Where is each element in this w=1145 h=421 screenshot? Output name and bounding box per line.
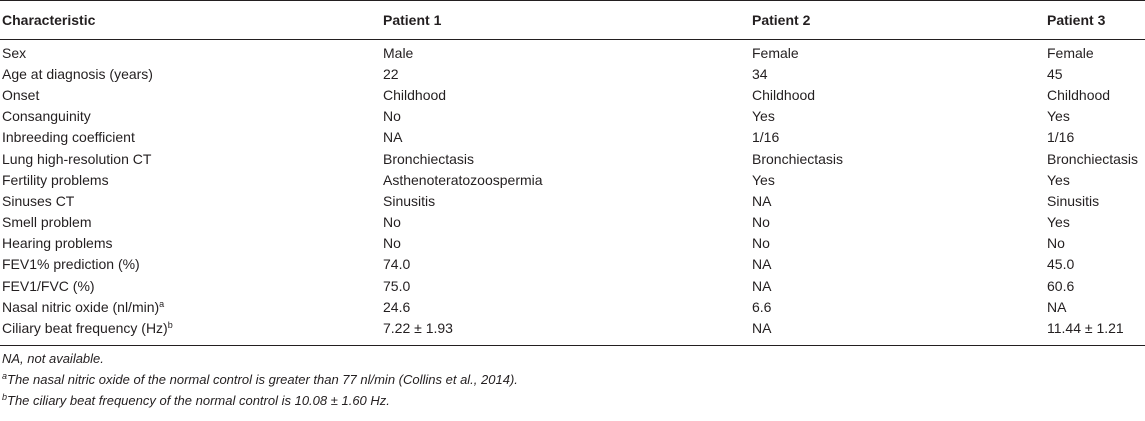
cell-patient-3: Yes — [1047, 108, 1070, 125]
cell-patient-2: NA — [752, 256, 772, 273]
row-label: Smell problem — [2, 214, 92, 231]
row-label-cell — [0, 233, 381, 254]
row-label-cell — [0, 63, 381, 84]
header-patient-3: Patient 3 — [1045, 1, 1145, 40]
row-label-cell — [0, 106, 381, 127]
cell-patient-2: No — [752, 214, 770, 231]
cell-patient-2: Female — [752, 44, 799, 61]
table-row — [0, 296, 1145, 317]
cell-patient-1: 75.0 — [383, 277, 411, 294]
cell-patient-3: Female — [1047, 44, 1094, 61]
cell-patient-1: 22 — [383, 65, 399, 82]
table-row — [0, 190, 1145, 211]
cell-patient-2: 1/16 — [752, 129, 780, 146]
footnote-marker: b — [167, 320, 173, 331]
footnote-na-text: NA, not available. — [2, 351, 104, 366]
row-label-cell — [0, 190, 381, 211]
cell-patient-3: NA — [1047, 298, 1067, 315]
row-label-cell — [0, 275, 381, 296]
cell-patient-1: Male — [383, 44, 414, 61]
table-row — [0, 127, 1145, 148]
table-row — [0, 63, 1145, 84]
footnote-na — [2, 348, 518, 369]
cell-patient-1: No — [383, 235, 401, 252]
cell-patient-1: 7.22 ± 1.93 — [381, 317, 750, 345]
row-label-cell — [0, 84, 381, 105]
row-label: Fertility problems — [2, 171, 109, 188]
footnote-b-marker: b — [2, 392, 8, 402]
row-label-cell — [0, 169, 381, 190]
table-row — [0, 254, 1145, 275]
cell-patient-3: Sinusitis — [1047, 192, 1100, 209]
row-label: Ciliary beat frequency (Hz) — [2, 320, 168, 337]
row-label-cell — [0, 148, 381, 169]
header-characteristic: Characteristic — [0, 1, 381, 40]
footnote-a-text: The nasal nitric oxide of the normal control is greater than 77 nl/min (Collins et al., 2014). — [7, 372, 518, 387]
cell-patient-3: Yes — [1047, 171, 1070, 188]
row-label: Consanguinity — [2, 108, 91, 125]
table-row — [0, 84, 1145, 105]
cell-patient-2: 6.6 — [752, 298, 772, 315]
cell-patient-1: 24.6 — [383, 298, 411, 315]
cell-patient-2: Yes — [752, 108, 775, 125]
cell-patient-1: Asthenoteratozoospermia — [383, 171, 543, 188]
row-label: Lung high-resolution CT — [2, 150, 152, 167]
table-row — [0, 106, 1145, 127]
row-label-cell — [0, 254, 381, 275]
cell-patient-3: 45 — [1047, 65, 1063, 82]
table-row — [0, 317, 1145, 345]
cell-patient-3: 60.6 — [1047, 277, 1075, 294]
footnote-b — [2, 390, 518, 411]
row-label: FEV1% prediction (%) — [2, 256, 140, 273]
cell-patient-1: No — [383, 214, 401, 231]
row-label-cell — [0, 212, 381, 233]
cell-patient-1: Sinusitis — [383, 192, 436, 209]
row-label: Onset — [2, 86, 40, 103]
cell-patient-2: NA — [750, 317, 1045, 345]
header-patient-2: Patient 2 — [750, 1, 1045, 40]
cell-patient-2: Yes — [752, 171, 775, 188]
row-label: Age at diagnosis (years) — [2, 65, 153, 82]
cell-patient-3: No — [1047, 235, 1065, 252]
cell-patient-2: 34 — [752, 65, 768, 82]
row-label: Sex — [2, 44, 27, 61]
row-label: Nasal nitric oxide (nl/min) — [2, 298, 160, 315]
footnote-a-marker: a — [2, 371, 8, 381]
table-row — [0, 212, 1145, 233]
cell-patient-1: Bronchiectasis — [383, 150, 475, 167]
footnote-marker: a — [159, 298, 165, 309]
table-header — [0, 1, 1145, 40]
cell-patient-2: NA — [752, 192, 772, 209]
row-label: Sinuses CT — [2, 192, 75, 209]
footnote-a — [2, 369, 518, 390]
cell-patient-2: Bronchiectasis — [752, 150, 844, 167]
row-label-cell — [0, 127, 381, 148]
header-patient-1: Patient 1 — [381, 1, 750, 40]
row-label: FEV1/FVC (%) — [2, 277, 95, 294]
cell-patient-1: Childhood — [383, 86, 447, 103]
cell-patient-1: 74.0 — [383, 256, 411, 273]
row-label-cell — [0, 317, 381, 345]
table-row — [0, 40, 1145, 64]
table-body — [0, 40, 1145, 346]
table-footnotes — [2, 348, 518, 411]
table-row — [0, 275, 1145, 296]
cell-patient-3: Yes — [1047, 214, 1070, 231]
header-row — [0, 1, 1145, 40]
cell-patient-1: NA — [383, 129, 403, 146]
cell-patient-1: No — [383, 108, 401, 125]
row-label: Inbreeding coefficient — [2, 129, 135, 146]
row-label: Hearing problems — [2, 235, 113, 252]
cell-patient-3: 45.0 — [1047, 256, 1075, 273]
row-label-cell — [0, 40, 381, 64]
row-label-cell — [0, 296, 381, 317]
cell-patient-3: Bronchiectasis — [1047, 150, 1139, 167]
cell-patient-2: Childhood — [752, 86, 816, 103]
cell-patient-2: NA — [752, 277, 772, 294]
cell-patient-2: No — [752, 235, 770, 252]
table-row — [0, 233, 1145, 254]
cell-patient-3: 1/16 — [1047, 129, 1075, 146]
footnote-b-text: The ciliary beat frequency of the normal control is 10.08 ± 1.60 Hz. — [7, 393, 390, 408]
cell-patient-3: 11.44 ± 1.21 — [1045, 317, 1145, 345]
cell-patient-3: Childhood — [1047, 86, 1111, 103]
table-row — [0, 169, 1145, 190]
table-row — [0, 148, 1145, 169]
